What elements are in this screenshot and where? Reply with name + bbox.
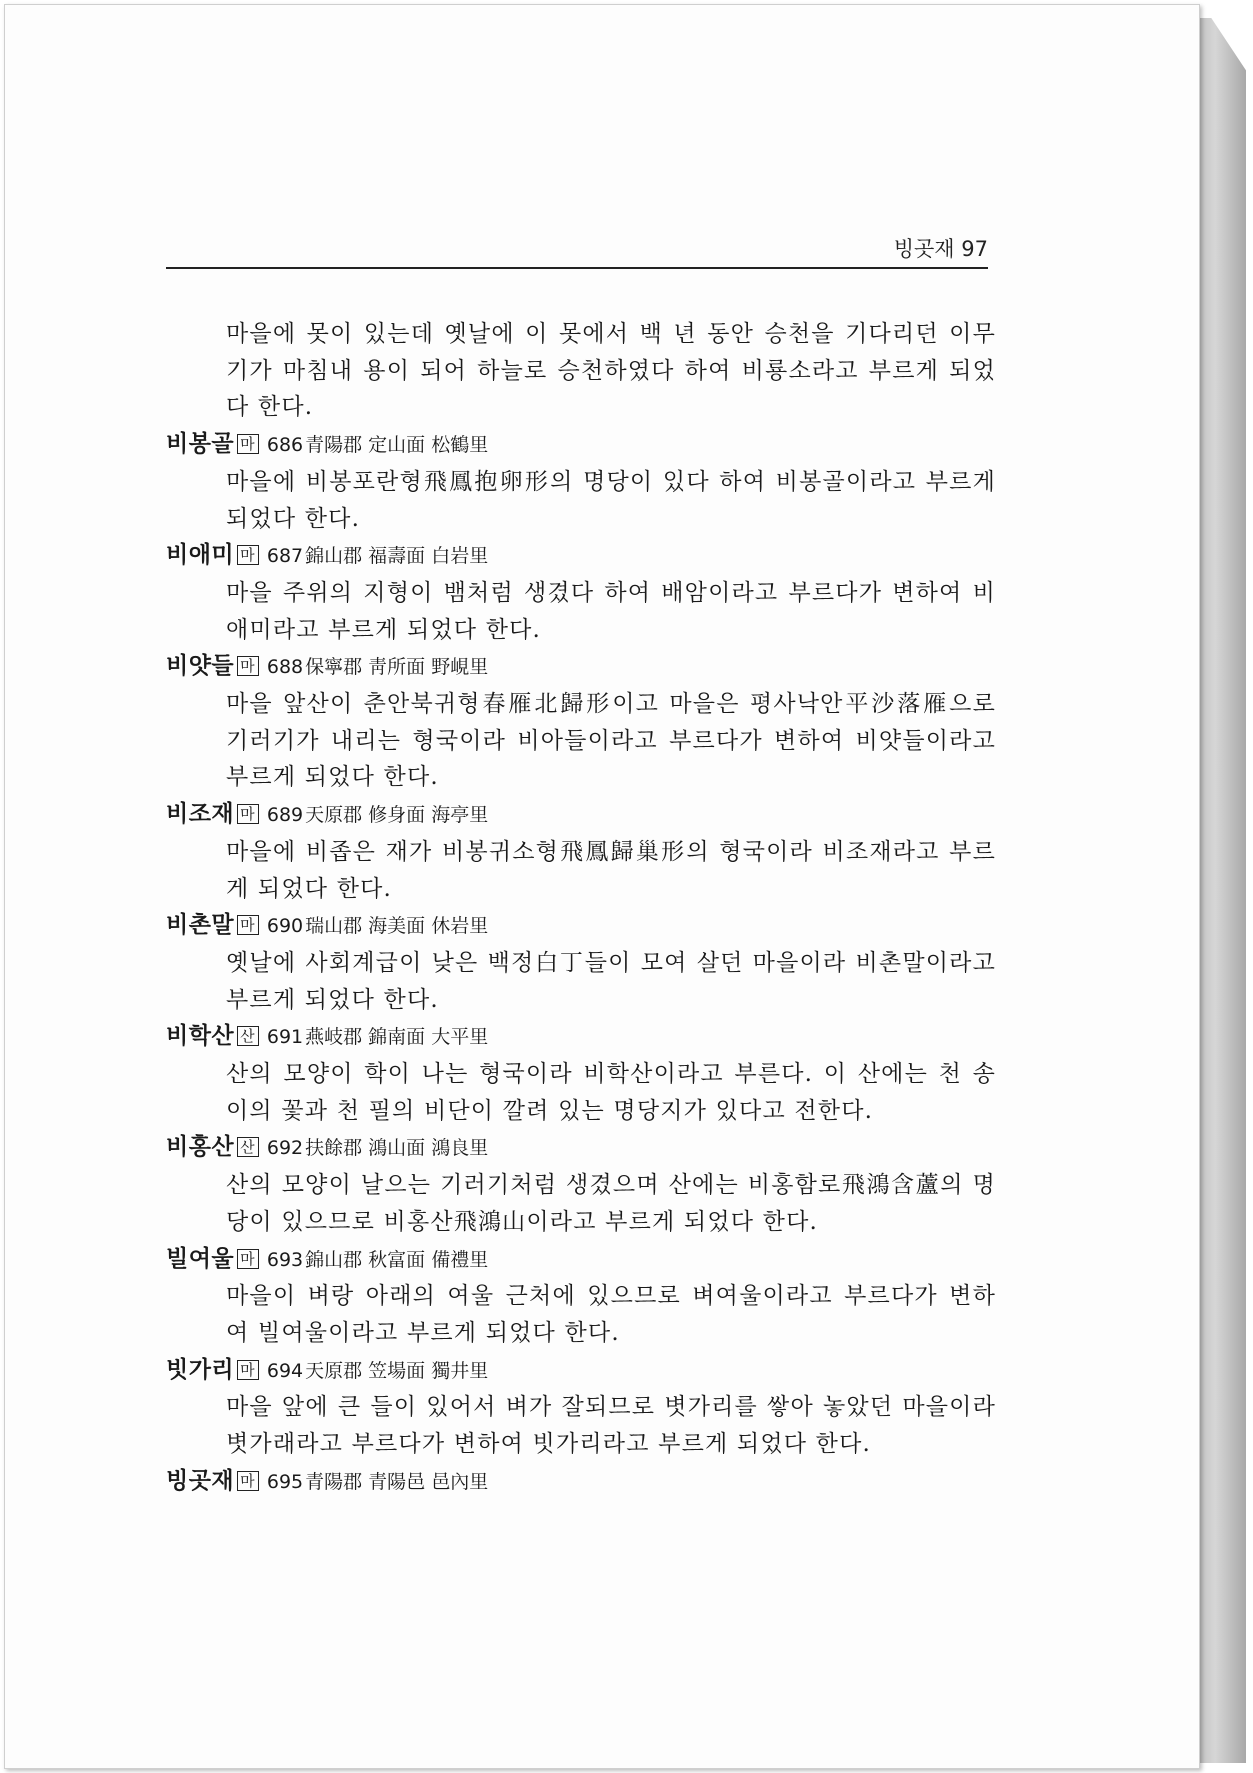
entry-type-badge: 마 xyxy=(237,915,259,935)
entry-type-badge: 마 xyxy=(237,1360,259,1380)
entry-heading xyxy=(166,1463,996,1501)
entry-name: 비애미 xyxy=(166,542,235,569)
entry-address: 青陽郡 定山面 松鶴里 xyxy=(305,434,489,457)
entry-number: 689 xyxy=(266,804,304,827)
entry-address: 瑞山郡 海美面 休岩里 xyxy=(305,915,489,938)
entry-name: 비촌말 xyxy=(166,912,235,939)
entry-name: 빙곳재 xyxy=(166,1467,235,1494)
entry-address: 天原郡 笠場面 獨井里 xyxy=(305,1359,489,1382)
entry-number: 695 xyxy=(266,1470,304,1493)
entry-address: 青陽郡 青陽邑 邑內里 xyxy=(305,1470,489,1493)
entry-heading xyxy=(166,648,996,686)
intro-paragraph: 마을에 못이 있는데 옛날에 이 못에서 백 년 동안 승천을 기다리던 이무기가 마침내 용이 되어 하늘로 승천하였다 하여 비룡소라고 부르게 되었다 한다. xyxy=(226,321,996,421)
entry-description: 산의 모양이 날으는 기러기처럼 생겼으며 산에는 비홍함로飛鴻含蘆의 명당이 있으므로 비홍산飛鴻山이라고 부르게 되었다 한다. xyxy=(226,1172,996,1235)
entry-address: 天原郡 修身面 海亭里 xyxy=(305,804,489,827)
entry-type-badge: 마 xyxy=(237,656,259,676)
entry-description: 마을 주위의 지형이 뱀처럼 생겼다 하여 배암이라고 부르다가 변하여 비애미라고 부르게 되었다 한다. xyxy=(226,579,996,643)
entry-name: 빌여울 xyxy=(166,1245,235,1272)
entry-name: 비봉골 xyxy=(166,431,235,458)
entry-address: 保寧郡 靑所面 野峴里 xyxy=(305,656,489,679)
entry-heading xyxy=(166,796,996,834)
entry-number: 692 xyxy=(266,1137,304,1160)
entry-address: 錦山郡 福壽面 白岩里 xyxy=(305,545,489,568)
entry-heading xyxy=(166,1129,996,1167)
dictionary-body xyxy=(166,316,996,1501)
entry-type-badge: 산 xyxy=(237,1026,259,1046)
running-header-text: 빙곳재 97 xyxy=(893,237,988,261)
entry-description: 산의 모양이 학이 나는 형국이라 비학산이라고 부른다. 이 산에는 천 송이의 꽃과 천 필의 비단이 깔려 있는 명당지가 있다고 전한다. xyxy=(226,1061,996,1124)
entry-heading xyxy=(166,426,996,464)
entry-heading xyxy=(166,1018,996,1056)
entry-description: 마을 앞산이 춘안북귀형春雁北歸形이고 마을은 평사낙안平沙落雁으로 기러기가 내리는 형국이라 비아들이라고 부르다가 변하여 비얏들이라고 부르게 되었다 한다. xyxy=(226,691,996,791)
entry-list xyxy=(166,426,996,1500)
entry-description: 옛날에 사회계급이 낮은 백정白丁들이 모여 살던 마을이라 비촌말이라고 부르게 되었다 한다. xyxy=(226,949,996,1013)
entry-number: 688 xyxy=(266,656,304,679)
entry-number: 690 xyxy=(266,915,304,938)
entry-address: 扶餘郡 鴻山面 鴻良里 xyxy=(305,1137,489,1160)
entry-description: 마을이 벼랑 아래의 여울 근처에 있으므로 벼여울이라고 부르다가 변하여 빌여울이라고 부르게 되었다 한다. xyxy=(226,1283,996,1346)
entry-address: 燕岐郡 錦南面 大平里 xyxy=(305,1026,489,1049)
entry-type-badge: 마 xyxy=(237,1249,259,1269)
entry-number: 693 xyxy=(266,1248,304,1271)
entry-type-badge: 마 xyxy=(237,545,259,565)
entry-name: 비얏들 xyxy=(166,653,235,680)
running-header xyxy=(166,233,988,269)
entry-address: 錦山郡 秋富面 備禮里 xyxy=(305,1248,489,1271)
entry-heading xyxy=(166,1241,996,1279)
entry-number: 694 xyxy=(266,1359,304,1382)
entry-description: 마을에 비좁은 재가 비봉귀소형飛鳳歸巢形의 형국이라 비조재라고 부르게 되었다 한다. xyxy=(226,838,996,902)
entry-description: 마을 앞에 큰 들이 있어서 벼가 잘되므로 볏가리를 쌓아 놓았던 마을이라 볏가래라고 부르다가 변하여 빗가리라고 부르게 되었다 한다. xyxy=(226,1394,996,1458)
entry-number: 687 xyxy=(266,545,304,568)
entry-type-badge: 마 xyxy=(237,434,259,454)
entry-number: 691 xyxy=(266,1026,304,1049)
entry-heading xyxy=(166,537,996,575)
entry-heading xyxy=(166,907,996,945)
entry-name: 빗가리 xyxy=(166,1356,235,1383)
entry-type-badge: 마 xyxy=(237,804,259,824)
entry-name: 비조재 xyxy=(166,801,235,828)
entry-name: 비홍산 xyxy=(166,1134,235,1161)
entry-number: 686 xyxy=(266,434,304,457)
entry-type-badge: 산 xyxy=(237,1137,259,1157)
entry-heading xyxy=(166,1352,996,1390)
entry-type-badge: 마 xyxy=(237,1471,259,1491)
entry-description: 마을에 비봉포란형飛鳳抱卵形의 명당이 있다 하여 비봉골이라고 부르게 되었다 한다. xyxy=(226,468,996,532)
entry-name: 비학산 xyxy=(166,1023,235,1050)
